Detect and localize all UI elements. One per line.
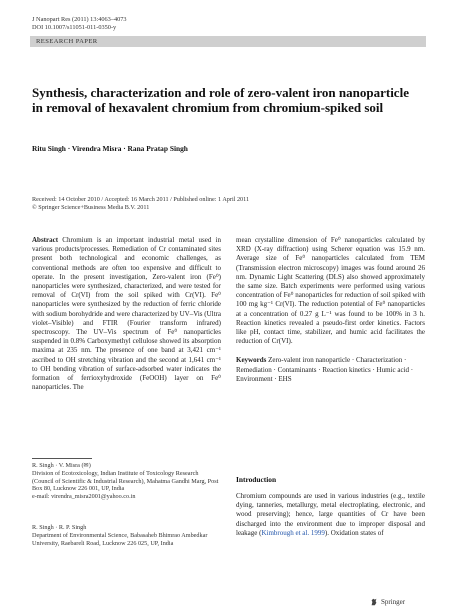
springer-horse-icon	[370, 598, 378, 606]
footnote-2-authors: R. Singh · R. P. Singh	[32, 524, 87, 531]
doi: DOI 10.1007/s11051-011-0350-y	[32, 24, 117, 31]
abstract-label: Abstract	[32, 236, 59, 244]
footnote-1-affiliation: Division of Ecotoxicology, Indian Institute of Toxicology Research (Council of Scientific & Industrial Research), Mahatma Gandhi Marg, Post Box 80, Lucknow 226 001, UP, India	[32, 469, 219, 493]
publisher-logo	[370, 598, 405, 606]
citation-link[interactable]: Kimbrough et al. 1999	[261, 528, 325, 537]
keywords-text: Zero-valent iron nanoparticle · Characterization · Remediation · Contaminants · Reaction kinetics · Humic acid · Environment · EHS	[236, 356, 414, 383]
article-type-banner: RESEARCH PAPER	[30, 36, 426, 47]
abstract-text: Chromium is an important industrial metal used in various products/processes. Remediation of Cr contaminated sites present both technological and economic challenges, as conventional methods are often too expensive and difficult to operate. In the present investigation, Zero-valent iron (Fe⁰) nanoparticles were synthesized, characterized, and were tested for removal of Cr(VI) from the soil spiked with Cr(VI). Fe⁰ nanoparticles were synthesized by the reduction of ferric chloride with sodium borohydride and were characterized by UV–Vis (Ultra violet–Visible) and FTIR (Fourier transform infrared) spectroscopy. The UV–Vis spectrum of Fe⁰ nanoparticles suspended in 0.8% Carboxymethyl cellulose showed its absorption maxima at 235 nm. The presence of one band at 3,421 cm⁻¹ ascribed to OH stretching vibration and the second at 1,641 cm⁻¹ to OH bending vibration of surface-adsorbed water indicates the formation of ferrioxyhydroxide (FeOOH) layer on Fe⁰ nanoparticles. The	[32, 236, 222, 392]
abstract-right-column	[236, 236, 425, 384]
article-title: Synthesis, characterization and role of zero-valent iron nanoparticle in removal of hexavalent chromium from chromium-spiked soil	[32, 85, 409, 115]
footnote-1-authors: R. Singh · V. Misra (✉)	[32, 462, 91, 469]
introduction-text	[236, 492, 425, 538]
received-accepted-dates: Received: 14 October 2010 / Accepted: 16 March 2011 / Published online: 1 April 2011	[32, 196, 250, 203]
copyright-line: © Springer Science+Business Media B.V. 2011	[32, 204, 150, 211]
publisher-name: Springer	[381, 598, 406, 606]
affiliation-footnote-1	[32, 462, 221, 501]
author-list: Ritu Singh · Virendra Misra · Rana Pratap Singh	[32, 144, 188, 153]
introduction-text-part1: Chromium compounds are used in various industries (e.g., textile dying, tanneries, metallurgy, metal electroplating, electronic, and wood preserving); hence, large quantities of Cr have been discharged into the environment due to improper disposal and leakage (	[236, 492, 425, 537]
affiliation-footnote-2	[32, 524, 221, 547]
introduction-heading: Introduction	[236, 475, 277, 484]
keywords-label: Keywords	[236, 356, 267, 365]
footnote-divider	[32, 458, 92, 459]
journal-citation: J Nanopart Res (2011) 13:4063–4073	[32, 16, 127, 23]
abstract-left-column	[32, 236, 221, 392]
footnote-1-email[interactable]: e-mail: virendra_misra2001@yahoo.co.in	[32, 493, 136, 501]
introduction-text-part2: ). Oxidation states of	[324, 528, 384, 537]
footnote-2-affiliation: Department of Environmental Science, Babasaheb Bhimrao Ambedkar University, Raebareli Road, Lucknow 226 025, UP, India	[32, 531, 208, 547]
journal-info	[32, 16, 127, 32]
abstract-text-continued: mean crystalline dimension of Fe⁰ nanoparticles calculated by XRD (X-ray diffraction) using Scherer equation was 15.9 nm. Average size of Fe⁰ nanoparticles calculated from TEM (Transmission electron microscopy) images was found around 26 nm. Dynamic Light Scattering (DLS) also showed approximately the same size. Batch experiments were performed using various concentration of Fe⁰ nanoparticles for reduction of soil spiked with 100 mg kg⁻¹ Cr(VI). The reduction potential of Fe⁰ nanoparticles at a concentration of 0.27 g L⁻¹ was found to be 100% in 3 h. Reaction kinetics revealed a pseudo-first order kinetics. Factors like pH, contact time, stabilizer, and humic acid facilitates the reduction of Cr(VI).	[236, 236, 425, 346]
keywords-block	[236, 356, 425, 384]
publication-dates	[32, 196, 432, 212]
